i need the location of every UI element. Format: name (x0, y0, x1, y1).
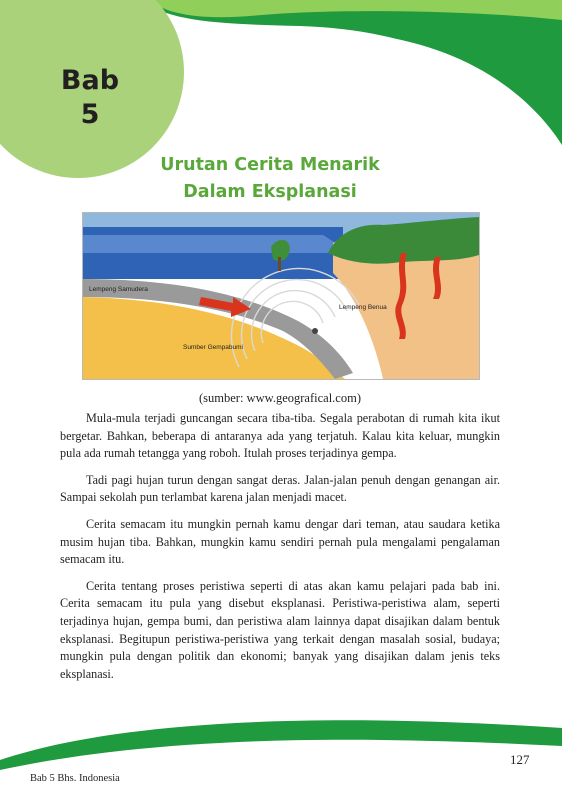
page-number: 127 (510, 752, 530, 767)
title-line-1: Urutan Cerita Menarik (160, 155, 380, 175)
chapter-label: Bab (60, 65, 120, 96)
label-epicenter: Sumber Gempabumi (183, 344, 243, 351)
page-title (150, 152, 390, 206)
chapter-number: 5 (80, 99, 100, 130)
title-line-2: Dalam Eksplanasi (183, 182, 357, 202)
paragraph: Cerita semacam itu mungkin pernah kamu dengar dari teman, atau saudara ketika musim hujan tiba. Bahkan, mungkin kamu sendiri pernah pula mengalami pengalaman semacam itu. (60, 516, 500, 567)
page-footer: Bab 5 Bhs. Indonesia (30, 773, 120, 784)
chapter-badge (52, 64, 128, 132)
paragraph: Cerita tentang proses peristiwa seperti di atas akan kamu pelajari pada bab ini. Cerita semacam itu pula yang disebut eksplanasi. Peristiwa-peristiwa alam, seperti terjadinya hujan, gempa bumi, dan peristiwa alam lainnya dapat disajikan dalam bentuk eksplanasi. Begitupun peristiwa-peristiwa yang terkait dengan masalah sosial, budaya; mungkin pula dengan politik dan ekonomi; banyak yang disajikan dalam jenis teks eksplanasi. (60, 578, 500, 681)
top-swoosh-dark (140, 0, 562, 160)
label-continental-plate: Lempeng Benua (339, 304, 387, 311)
sea-surface (83, 235, 345, 253)
epicenter-marker (312, 328, 318, 334)
figure-caption: (sumber: www.geografical.com) (199, 391, 361, 405)
earthquake-diagram (82, 212, 480, 380)
body-text (60, 410, 500, 692)
label-ocean-plate: Lempeng Samudera (89, 286, 148, 293)
paragraph: Tadi pagi hujan turun dengan sangat deras. Jalan-jalan penuh dengan genangan air. Sampai sekolah pun terlambat karena jalan menjadi macet. (60, 472, 500, 505)
paragraph: Mula-mula terjadi guncangan secara tiba-tiba. Segala perabotan di rumah kita ikut bergetar. Bahkan, beberapa di antaranya ada yang terjatuh. Kalau kita keluar, mungkin pula ada rumah tetangga yang roboh. Itulah proses terjadinya gempa. (60, 411, 500, 461)
